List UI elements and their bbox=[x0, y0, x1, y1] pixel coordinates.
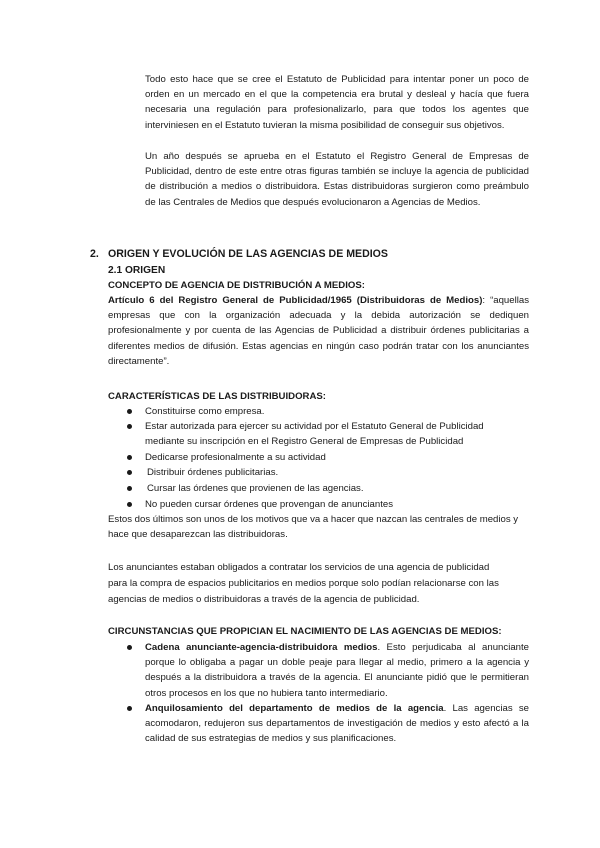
caracteristicas-after: Estos dos últimos son unos de los motivos que va a hacer que nazcan las centrales de medios y hace que desaparezcan las distribuidoras. bbox=[108, 514, 519, 541]
concepto-heading: CONCEPTO DE AGENCIA DE DISTRIBUCIÓN A MEDIOS: bbox=[108, 280, 365, 291]
bullet-icon bbox=[127, 486, 132, 491]
bullet-icon bbox=[127, 706, 132, 711]
circunstancia-item-2 bbox=[145, 701, 529, 747]
anunciantes-line-1: Los anunciantes estaban obligados a contratar los servicios de una agencia de publicidad bbox=[108, 562, 490, 573]
list-item: Constituirse como empresa. bbox=[145, 406, 265, 417]
paragraph-estatuto: Todo esto hace que se cree el Estatuto de Publicidad para intentar poner un poco de orden en un mercado en el que la competencia era brutal y desleal y hacía que fuera necesaria una regulación para profesionalizarlo, para que todos los agentes que interviniesen en el Estatuto tuvieran la misma posibilidad de conseguir sus objetivos. bbox=[145, 74, 529, 131]
list-item: Estar autorizada para ejercer su actividad por el Estatuto General de Publicidad bbox=[145, 421, 484, 432]
circunstancia-item-2-text: . Las agencias se acomodaron, redujeron sus departamentos de investigación de medios y esto afectó a la calidad de sus estrategias de medios y sus planificaciones. bbox=[145, 703, 529, 745]
concepto-article: Artículo 6 del Registro General de Publicidad/1965 (Distribuidoras de Medios) bbox=[108, 295, 483, 306]
caracteristicas-heading: CARACTERÍSTICAS DE LAS DISTRIBUIDORAS: bbox=[108, 391, 326, 402]
circunstancia-item-1-bold: Cadena anunciante-agencia-distribuidora medios bbox=[145, 642, 378, 653]
bullet-icon bbox=[127, 470, 132, 475]
bullet-icon bbox=[127, 455, 132, 460]
circunstancia-item-2-bold: Anquilosamiento del departamento de medios de la agencia bbox=[145, 703, 444, 714]
list-item: Cursar las órdenes que provienen de las agencias. bbox=[147, 483, 364, 494]
subsection-title: 2.1 ORIGEN bbox=[108, 265, 166, 276]
circunstancias-heading: CIRCUNSTANCIAS QUE PROPICIAN EL NACIMIENTO DE LAS AGENCIAS DE MEDIOS: bbox=[108, 626, 502, 637]
bullet-icon bbox=[127, 409, 132, 414]
list-item: No pueden cursar órdenes que provengan de anunciantes bbox=[145, 499, 394, 510]
circunstancia-item-1-text: . Esto perjudicaba al anunciante porque lo obligaba a pagar un doble peaje para llegar al medio, primero a la agencia y después a la distribuidora a través de la agencia. El anunciante pidió que le permitieran otros procesos en los que no hubiera tanto intermediario. bbox=[145, 642, 529, 699]
circunstancia-item-1 bbox=[145, 640, 529, 701]
section-number: 2. bbox=[90, 248, 99, 260]
list-item: Dedicarse profesionalmente a su actividad bbox=[145, 452, 326, 463]
bullet-icon bbox=[127, 502, 132, 507]
section-title: ORIGEN Y EVOLUCIÓN DE LAS AGENCIAS DE MEDIOS bbox=[108, 248, 388, 260]
anunciantes-line-3: agencias de medios o distribuidoras a través de la agencia de publicidad. bbox=[108, 594, 420, 605]
concepto-paragraph bbox=[108, 293, 529, 369]
bullet-icon bbox=[127, 424, 132, 429]
list-item: Distribuir órdenes publicitarias. bbox=[147, 467, 279, 478]
list-item-continuation: mediante su inscripción en el Registro General de Empresas de Publicidad bbox=[145, 436, 464, 447]
concepto-text: : “aquellas empresas que con la organización adecuada y la debida autorización se dediquen profesionalmente y por cuenta de las Agencias de Publicidad a distribuir órdenes publicitarias a diferentes medios de difusión. Estas agencias en ningún caso podrán tratar con los anunciantes directamente”. bbox=[108, 295, 529, 367]
bullet-icon bbox=[127, 645, 132, 650]
paragraph-registro: Un año después se aprueba en el Estatuto el Registro General de Empresas de Publicidad, dentro de este entre otras figuras también se incluye la agencia de publicidad de distribución a medios o distribuidora. Estas distribuidoras surgieron como preámbulo de las Centrales de Medios que después evolucionaron a Agencias de Medios. bbox=[145, 151, 529, 208]
anunciantes-line-2: para la compra de espacios publicitarios en medios porque solo podían relacionarse con las bbox=[108, 578, 499, 589]
